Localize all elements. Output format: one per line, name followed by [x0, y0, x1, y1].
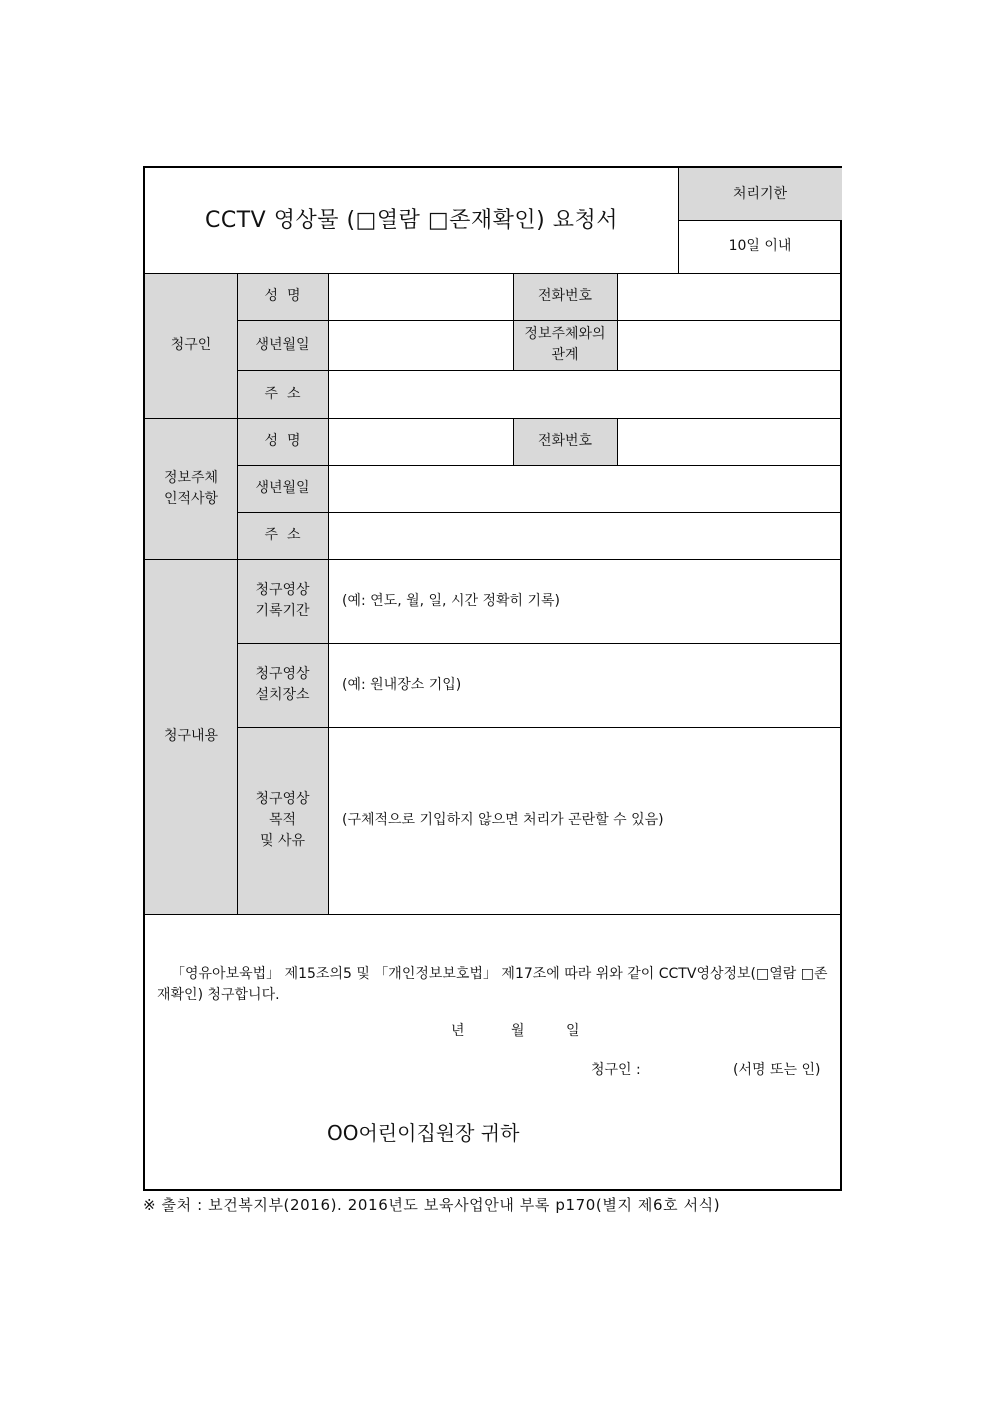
- deadline-value-cell: [678, 220, 842, 273]
- requester-section-label: 청구인: [145, 273, 237, 418]
- request-place-field[interactable]: [328, 643, 842, 727]
- requester-birth-field[interactable]: [328, 320, 513, 370]
- requester-name-field[interactable]: [328, 273, 513, 320]
- sign-note: (서명 또는 인): [733, 1062, 821, 1078]
- requester-phone-field[interactable]: [617, 273, 842, 320]
- request-place-label: 청구영상 설치장소: [237, 643, 328, 727]
- requester-address-field[interactable]: [328, 370, 842, 418]
- subject-phone-label: 전화번호: [513, 418, 617, 465]
- deadline-label-cell: [678, 168, 842, 220]
- requester-birth-label: 생년월일: [237, 320, 328, 370]
- request-period-field[interactable]: [328, 559, 842, 643]
- request-period-hint: (예: 연도, 월, 일, 시간 정확히 기록): [342, 592, 560, 609]
- addressee: OO어린이집원장 귀하: [327, 1121, 520, 1145]
- requester-relation-label: 정보주체와의 관계: [513, 320, 617, 370]
- subject-phone-field[interactable]: [617, 418, 842, 465]
- declaration-text: 「영유아보육법」 제15조의5 및 「개인정보보호법」 제17조에 따라 위와 같이 CCTV영상정보(□열람 □존재확인) 청구합니다.: [157, 966, 828, 1003]
- request-form: [143, 166, 842, 1191]
- request-place-hint: (예: 원내장소 기입): [342, 676, 462, 693]
- date-month: 월: [511, 1023, 525, 1039]
- subject-birth-field[interactable]: [328, 465, 842, 512]
- request-section-label: 청구내용: [145, 559, 237, 914]
- form-title-cell: [145, 168, 678, 273]
- deadline-label: 처리기한: [732, 185, 788, 202]
- requester-address-label: 주 소: [237, 370, 328, 418]
- requester-relation-field[interactable]: [617, 320, 842, 370]
- subject-name-label: 성 명: [237, 418, 328, 465]
- subject-name-field[interactable]: [328, 418, 513, 465]
- requester-name-label: 성 명: [237, 273, 328, 320]
- signer-label: 청구인 :: [591, 1062, 641, 1078]
- request-purpose-hint: (구체적으로 기입하지 않으면 처리가 곤란할 수 있음): [342, 812, 664, 828]
- subject-address-label: 주 소: [237, 512, 328, 559]
- subject-section-label: 정보주체 인적사항: [145, 418, 237, 559]
- source-note: ※ 출처 : 보건복지부(2016). 2016년도 보육사업안내 부록 p170(별지 제6호 서식): [143, 1196, 721, 1214]
- request-purpose-label: 청구영상 목적 및 사유: [237, 727, 328, 914]
- form-title: CCTV 영상물 (□열람 □존재확인) 요청서: [205, 208, 618, 233]
- date-year: 년: [451, 1023, 465, 1039]
- deadline-value: 10일 이내: [728, 238, 792, 254]
- date-day: 일: [566, 1023, 580, 1039]
- requester-phone-label: 전화번호: [513, 273, 617, 320]
- subject-address-field[interactable]: [328, 512, 842, 559]
- request-period-label: 청구영상 기록기간: [237, 559, 328, 643]
- subject-birth-label: 생년월일: [237, 465, 328, 512]
- request-purpose-field[interactable]: [328, 727, 842, 914]
